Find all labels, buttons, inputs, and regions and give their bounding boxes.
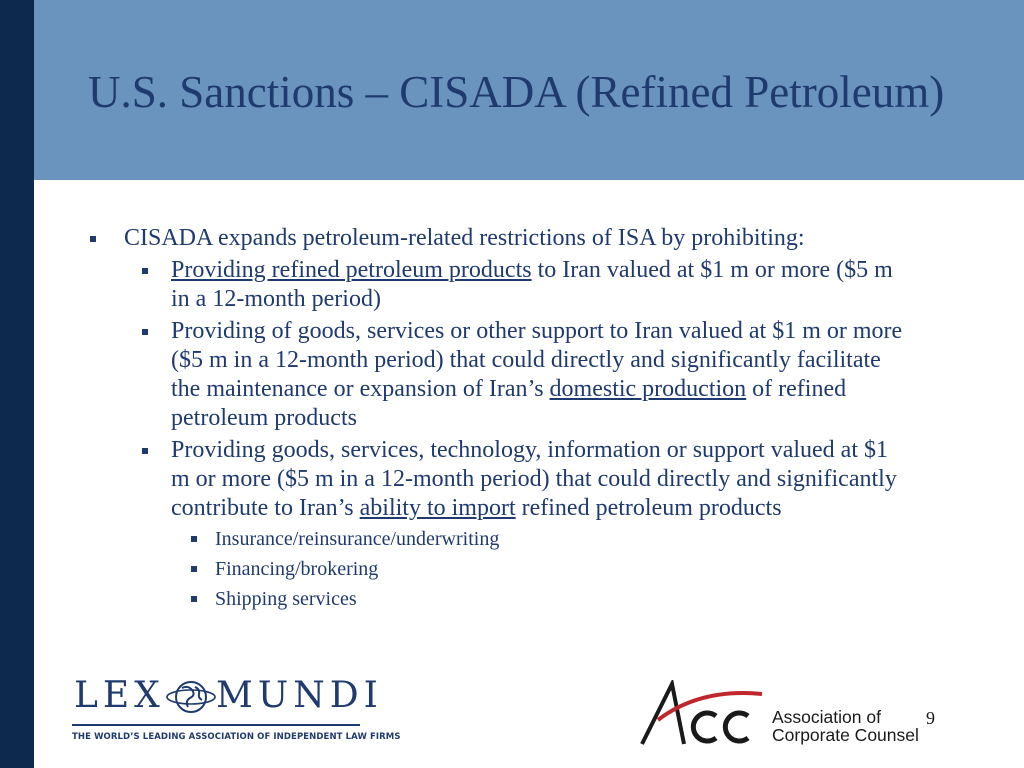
lex-mundi-divider: [72, 724, 360, 726]
item-2-after: of refined petroleum products: [171, 376, 847, 431]
item-3-after: refined petroleum products: [515, 495, 782, 521]
item-1-underlined: Providing refined petroleum products: [171, 257, 532, 283]
bullet-marker: [191, 536, 197, 542]
intro-text: CISADA expands petroleum-related restrictions of ISA by prohibiting:: [124, 225, 805, 251]
bullet-marker: [142, 268, 148, 274]
item-3-underlined: ability to import: [359, 495, 516, 521]
item-2-underlined: domestic production: [549, 376, 747, 402]
sub-item-2: Financing/brokering: [215, 557, 964, 582]
bullet-item-1: [171, 256, 911, 314]
bullet-marker: [191, 596, 197, 602]
globe-icon: [166, 678, 216, 716]
bullet-item-3: [171, 436, 911, 523]
item-1-rest: to Iran valued at $1 m or more ($5 m in a 12-month period): [171, 257, 893, 312]
slide-content: [84, 224, 964, 617]
lex-mundi-tagline: THE WORLD’S LEADING ASSOCIATION OF INDEPENDENT LAW FIRMS: [72, 732, 401, 742]
bullet-level1: [84, 224, 964, 253]
bullet-marker: [90, 236, 96, 242]
page-number: 9: [926, 708, 935, 728]
slide-title: U.S. Sanctions – CISADA (Refined Petroleum): [88, 67, 945, 117]
bullet-marker: [191, 566, 197, 572]
item-2-before: Providing of goods, services or other support to Iran valued at $1 m or more ($5 m in a 12-month period) that could directly and significantly facilitate the maintenance or expansion of Iran’s: [171, 318, 903, 402]
left-accent-bar: [0, 0, 34, 768]
acc-name: Association of Corporate Counsel: [772, 707, 919, 745]
lex-mundi-logo: [70, 675, 401, 746]
acc-logo: [640, 680, 930, 750]
lex-mundi-word-right: MUNDI: [216, 675, 383, 716]
acc-mark-icon: [640, 680, 765, 746]
bullet-marker: [142, 329, 148, 335]
bullet-item-2: [171, 317, 911, 433]
lex-mundi-word-left: LEX: [74, 675, 165, 716]
bullet-marker: [142, 448, 148, 454]
item-3-before: Providing goods, services, technology, information or support valued at $1 m or more ($5 m in a 12-month period) that could directly and significantly contribute to Iran’s: [171, 437, 897, 521]
sub-item-3: Shipping services: [215, 587, 964, 612]
sub-item-1: Insurance/reinsurance/underwriting: [215, 527, 964, 552]
